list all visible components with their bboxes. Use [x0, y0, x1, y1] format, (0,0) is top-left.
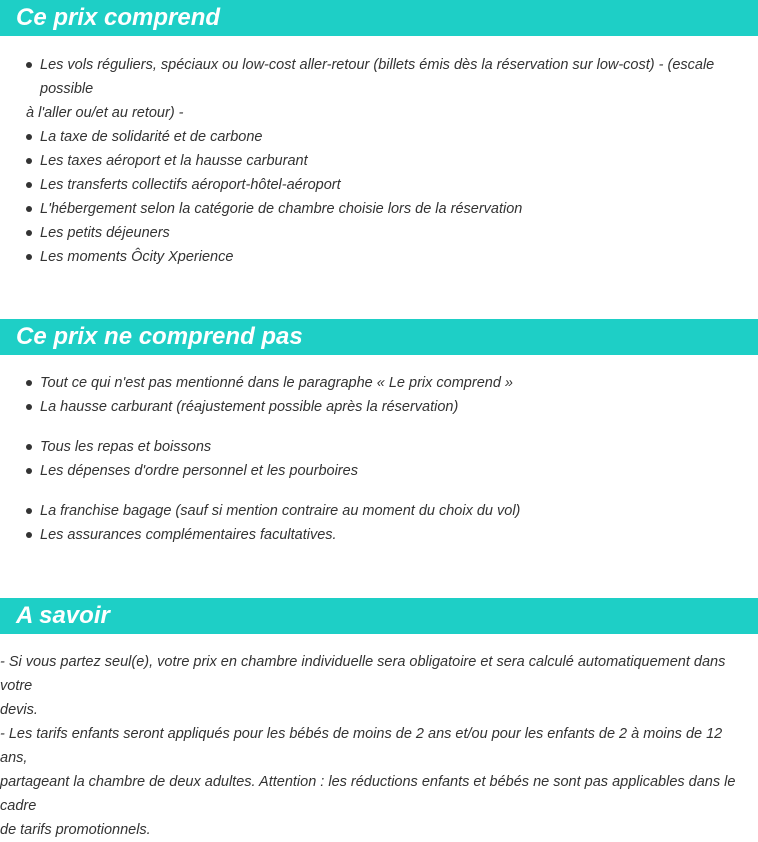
bullet-icon [26, 230, 32, 236]
list-item-text-continued: à l'aller ou/et au retour) - [26, 105, 184, 121]
list-item-text: Les dépenses d'ordre personnel et les pourboires [40, 463, 358, 479]
info-paragraph [0, 650, 758, 842]
list-item [0, 245, 758, 269]
excludes-list [0, 371, 758, 547]
list-item [0, 499, 758, 523]
list-item-text: Les assurances complémentaires facultatives. [40, 527, 337, 543]
bullet-icon [26, 444, 32, 450]
list-item [0, 459, 758, 483]
bullet-icon [26, 532, 32, 538]
list-item-text: La hausse carburant (réajustement possible après la réservation) [40, 399, 459, 415]
section-title-includes: Ce prix comprend [0, 0, 758, 36]
list-item-text: La taxe de solidarité et de carbone [40, 129, 263, 145]
list-item [0, 221, 758, 245]
bullet-icon [26, 404, 32, 410]
bullet-icon [26, 254, 32, 260]
bullet-icon [26, 134, 32, 140]
includes-list [0, 53, 758, 269]
bullet-icon [26, 468, 32, 474]
list-item [0, 197, 758, 221]
list-item [0, 371, 758, 395]
list-item-text: Les taxes aéroport et la hausse carburant [40, 153, 308, 169]
list-item-text: Tous les repas et boissons [40, 439, 212, 455]
info-line: devis. [0, 702, 38, 718]
list-item [0, 53, 758, 125]
list-spacer [0, 419, 758, 435]
info-line: - Les tarifs enfants seront appliqués pour les bébés de moins de 2 ans et/ou pour les enfants de 2 à moins de 12 ans, [0, 726, 723, 766]
list-item-text: La franchise bagage (sauf si mention contraire au moment du choix du vol) [40, 503, 521, 519]
list-item [0, 173, 758, 197]
bullet-icon [26, 508, 32, 514]
section-title-info: A savoir [0, 598, 758, 634]
bullet-icon [26, 182, 32, 188]
list-item-text: Les moments Ôcity Xperience [40, 249, 234, 265]
info-line: partageant la chambre de deux adultes. Attention : les réductions enfants et bébés ne sont pas applicables dans le cadre [0, 774, 736, 814]
list-item-text: L'hébergement selon la catégorie de chambre choisie lors de la réservation [40, 201, 523, 217]
list-spacer [0, 483, 758, 499]
info-line: - Si vous partez seul(e), votre prix en chambre individuelle sera obligatoire et sera calculé automatiquement dans votre [0, 654, 726, 694]
bullet-icon [26, 62, 32, 68]
section-title-excludes: Ce prix ne comprend pas [0, 319, 758, 355]
list-item-text: Les petits déjeuners [40, 225, 170, 241]
list-item [0, 125, 758, 149]
list-item [0, 435, 758, 459]
bullet-icon [26, 206, 32, 212]
list-item [0, 395, 758, 419]
list-item-text: Tout ce qui n'est pas mentionné dans le paragraphe « Le prix comprend » [40, 375, 513, 391]
list-item [0, 149, 758, 173]
info-line: de tarifs promotionnels. [0, 822, 151, 838]
list-item-text: Les transferts collectifs aéroport-hôtel-aéroport [40, 177, 341, 193]
list-item [0, 523, 758, 547]
bullet-icon [26, 380, 32, 386]
bullet-icon [26, 158, 32, 164]
list-item-text: Les vols réguliers, spéciaux ou low-cost aller-retour (billets émis dès la réservation sur low-cost) - (escale possible [40, 57, 715, 97]
